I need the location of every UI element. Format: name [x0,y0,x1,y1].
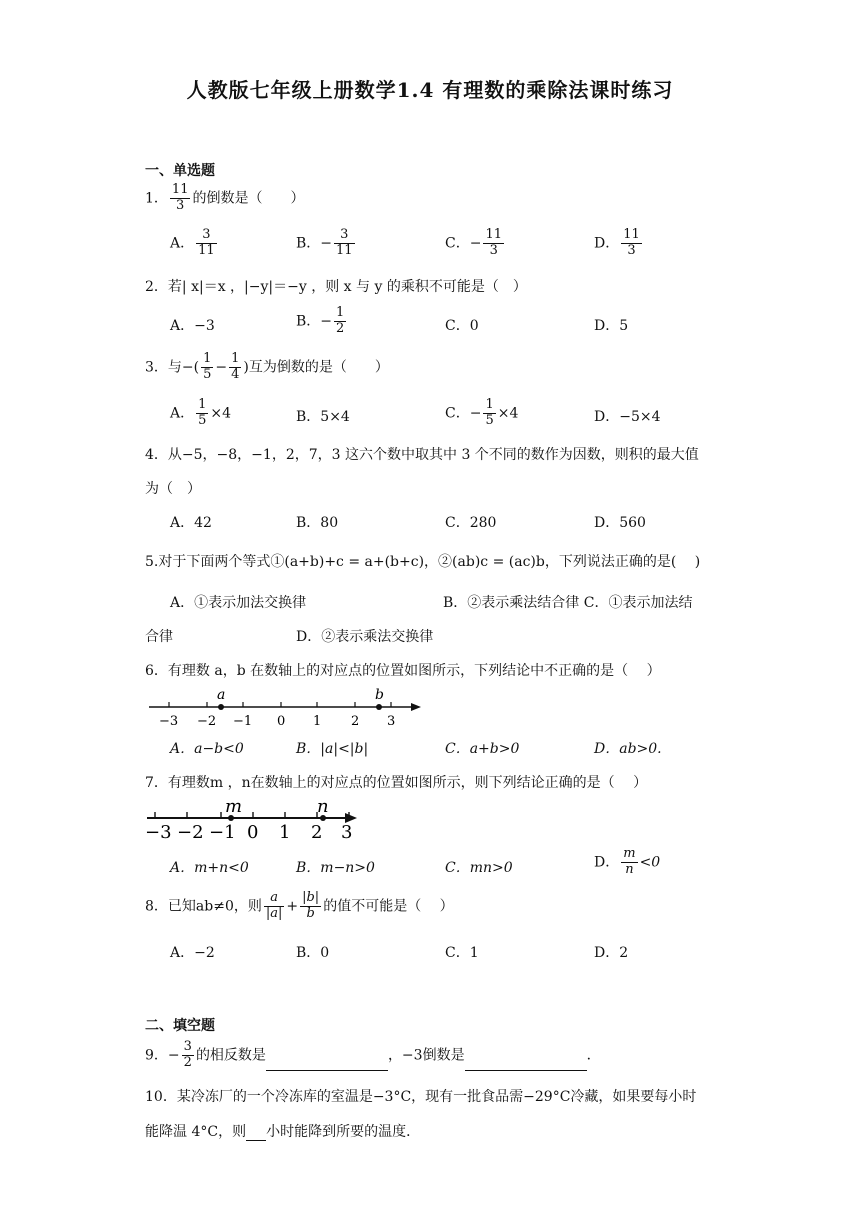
number-line-q6 [145,685,435,727]
point-b-label: b [375,687,384,703]
option-a[interactable]: A．m+n<0 [170,860,249,876]
option-a[interactable]: A．①表示加法交换律 [170,595,307,611]
question-text: 的倒数是（ ） [192,190,305,207]
question-9: 9．− $\frac{3}{2}$ 的相反数是 ，−3倒数是 ． [145,1039,601,1070]
question-10-line-2: 能降温 4°C，则 小时能降到所要的温度． [145,1124,421,1140]
question-6: 6．有理数 a，b 在数轴上的对应点的位置如图所示，下列结论中不正确的是（ ） [145,663,661,679]
option-b[interactable]: B．0 [296,945,330,961]
question-4-line-2: 为（ ） [145,481,201,497]
option-c-continued: 合律 [145,629,173,645]
option-b[interactable]: B．− $\frac{3}{11}$ [296,227,353,258]
option-a[interactable]: A．42 [170,515,212,531]
option-d[interactable]: D．ab>0. [594,741,662,757]
tick-label: 3 [387,714,396,727]
option-d[interactable]: D．560 [594,515,646,531]
tick-label: 0 [277,714,286,727]
point-m-label: m [225,796,243,817]
point-a-dot [218,704,224,710]
option-a[interactable]: A． $\frac{1}{5}$ ×4 [170,397,232,428]
option-a[interactable]: A．a−b<0 [170,741,244,757]
question-8: 8．已知ab≠0，则 $\frac{a}{|a|}$ + $\frac{|b|}{b}$ 的值不可能是（ ） [145,890,454,921]
option-c[interactable]: C．− $\frac{11}{3}$ [445,227,502,258]
question-4-line-1: 4．从−5，−8，−1，2，7，3 这六个数中取其中 3 个不同的数作为因数，则积的最大值 [145,447,699,463]
tick-label: −1 [209,822,236,842]
option-b[interactable]: B．|a|<|b| [296,741,369,757]
option-d[interactable]: D．5 [594,318,629,334]
page-title: 人教版七年级上册数学1.4 有理数的乘除法课时练习 [186,78,674,102]
option-c[interactable]: C．mn>0 [445,860,513,876]
point-a-label: a [217,687,226,703]
tick-label: 0 [247,822,259,842]
question-text: 若| x|＝x ，|−y|＝−y ，则 x 与 y 的乘积不可能是（ ） [167,279,527,295]
tick-label: 1 [279,822,291,842]
question-5: 5.对于下面两个等式①(a+b)+c = a+(b+c)，②(ab)c = (ac)b，下列说法正确的是( ) [145,554,701,570]
option-c[interactable]: C．a+b>0 [445,741,520,757]
tick-label: 2 [311,822,323,842]
question-number: 2． [145,279,168,295]
question-1 [145,183,304,214]
section-heading-single-choice: 一、单选题 [145,163,215,179]
answer-blank[interactable] [246,1126,266,1141]
question-10-line-1: 10．某冷冻厂的一个冷冻库的室温是−3°C，现有一批食品需−29°C冷藏，如果要每小时 [145,1089,697,1105]
option-b[interactable]: B．m−n>0 [296,860,375,876]
section-heading-fill-blank: 二、填空题 [145,1018,215,1034]
option-b[interactable]: B．5×4 [296,409,350,425]
tick-label: −3 [145,822,172,842]
tick-label: −1 [233,714,253,727]
question-number: 1． [145,190,168,207]
point-n-label: n [317,796,329,817]
option-d[interactable]: D．2 [594,945,629,961]
point-b-dot [376,704,382,710]
question-7: 7．有理数m ，n在数轴上的对应点的位置如图所示，则下列结论正确的是（ ） [145,775,648,791]
tick-label: 2 [351,714,360,727]
option-a[interactable]: A．−2 [170,945,215,961]
option-c[interactable]: C．0 [445,318,479,334]
option-b[interactable]: B．80 [296,515,339,531]
question-3: 3．与−( $\frac{1}{5}$ − $\frac{1}{4}$ )互为倒数的是（ ） [145,351,389,382]
option-b[interactable]: B．− $\frac{1}{2}$ [296,305,345,336]
option-b-c[interactable]: B．②表示乘法结合律 C．①表示加法结 [443,595,693,611]
option-d[interactable]: D． $\frac{11}{3}$ [594,227,640,258]
tick-label: −3 [159,714,179,727]
option-c[interactable]: C．280 [445,515,497,531]
tick-label: −2 [197,714,217,727]
answer-blank[interactable] [266,1056,388,1071]
option-d[interactable]: D．−5×4 [594,409,661,425]
option-c[interactable]: C．1 [445,945,479,961]
number-line-q7 [145,796,375,842]
option-d[interactable]: D． $\frac{m}{n}$ <0 [594,846,661,877]
tick-label: −2 [177,822,204,842]
answer-blank[interactable] [465,1056,587,1071]
option-a[interactable]: A． $\frac{3}{11}$ [170,227,215,258]
question-2 [145,276,527,296]
option-a[interactable]: A．−3 [170,318,215,334]
fraction: $\frac{11}{3}$ [171,182,189,213]
option-c[interactable]: C．− $\frac{1}{5}$ ×4 [445,397,519,428]
tick-label: 1 [313,714,322,727]
option-d[interactable]: D．②表示乘法交换律 [296,629,434,645]
tick-label: 3 [341,822,353,842]
